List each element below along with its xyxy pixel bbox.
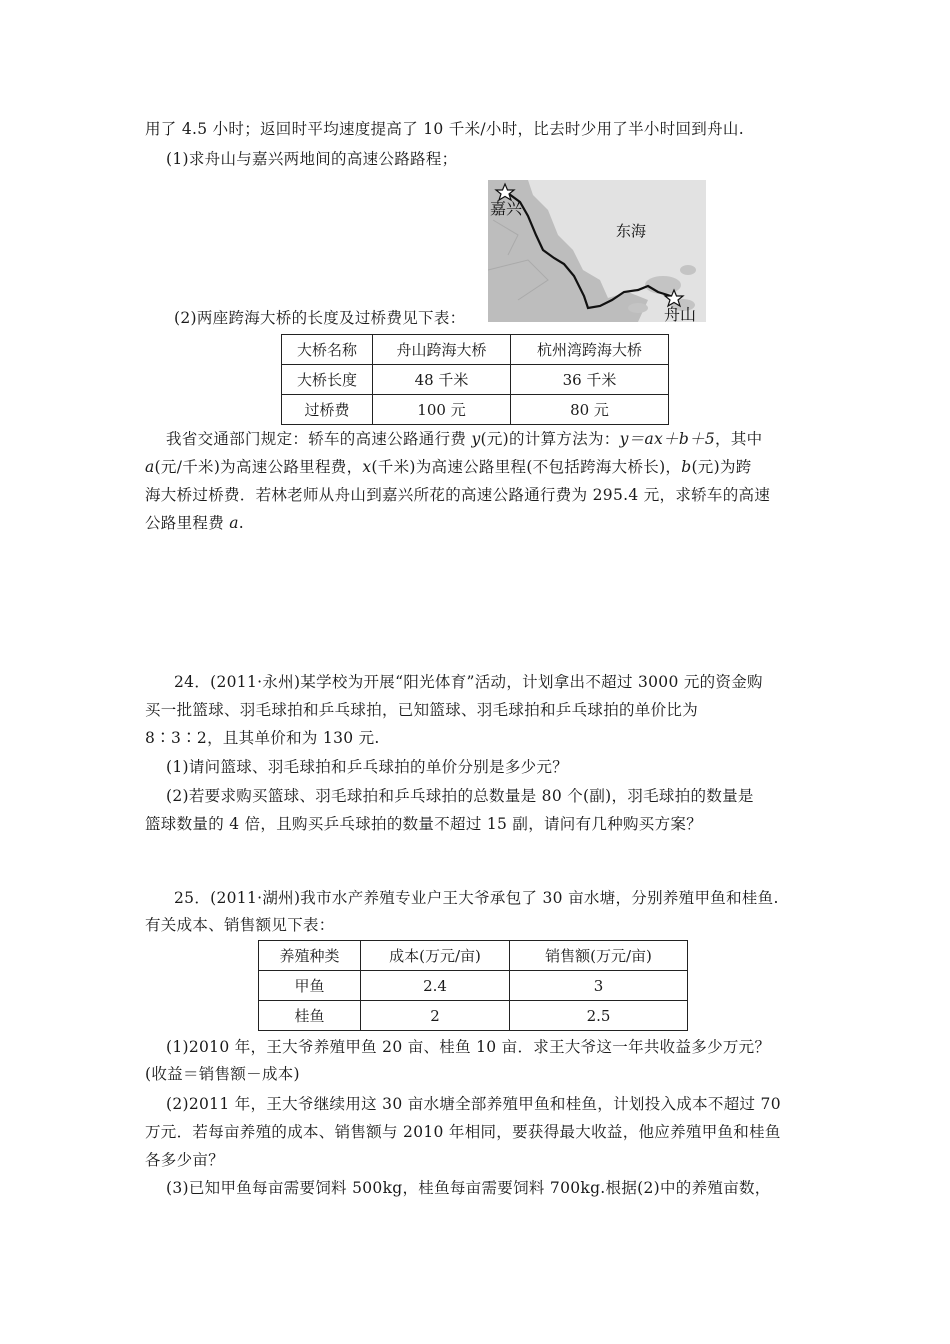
table-header-cell: 杭州湾跨海大桥 bbox=[511, 335, 669, 365]
q24-part2-line2: 篮球数量的 4 倍，且购买乒乓球拍的数量不超过 15 副，请问有几种购买方案？ bbox=[145, 815, 702, 833]
table-row bbox=[282, 395, 669, 425]
q25-part2-line2: 万元．若每亩养殖的成本、销售额与 2010 年相同，要获得最大收益，他应养殖甲鱼和桂鱼 bbox=[145, 1123, 781, 1141]
var-b: b bbox=[681, 458, 692, 476]
table-cell: 2.5 bbox=[510, 1001, 688, 1031]
table-header-cell: 大桥名称 bbox=[282, 335, 373, 365]
q25-part3-line1: (3)已知甲鱼每亩需要饲料 500kg，桂鱼每亩需要饲料 700kg.根据(2)中的养殖亩数， bbox=[166, 1179, 771, 1197]
map-label-zhoushan: 舟山 bbox=[664, 305, 697, 322]
formula: y＝ax＋b＋5 bbox=[619, 430, 716, 448]
q24-part1: (1)请问篮球、羽毛球拍和乒乓球拍的单价分别是多少元？ bbox=[166, 758, 569, 776]
text-span: (元)为跨 bbox=[691, 458, 752, 476]
table-row bbox=[282, 365, 669, 395]
q23-rule-line2 bbox=[145, 456, 752, 478]
q25-part2-line3: 各多少亩？ bbox=[145, 1151, 225, 1169]
table-cell: 2.4 bbox=[361, 971, 510, 1001]
q23-rule-line4 bbox=[145, 512, 244, 534]
var-a: a bbox=[229, 514, 239, 532]
table-row bbox=[282, 335, 669, 365]
q25-part1-line2: (收益＝销售额－成本) bbox=[145, 1065, 300, 1083]
q23-part1: (1)求舟山与嘉兴两地间的高速公路路程； bbox=[166, 150, 458, 168]
q23-rule-line1 bbox=[166, 428, 762, 450]
table-cell: 100 元 bbox=[373, 395, 511, 425]
route-map bbox=[488, 180, 706, 322]
table-header-cell: 成本(万元/亩) bbox=[361, 941, 510, 971]
table-row bbox=[259, 971, 688, 1001]
q25-part2-line1: (2)2011 年，王大爷继续用这 30 亩水塘全部养殖甲鱼和桂鱼，计划投入成本不超过 70 bbox=[166, 1095, 781, 1113]
var-y: y bbox=[471, 430, 481, 448]
q25-line1: 25．(2011·湖州)我市水产养殖专业户王大爷承包了 30 亩水塘，分别养殖甲鱼和桂鱼. bbox=[174, 889, 779, 907]
table-cell: 36 千米 bbox=[511, 365, 669, 395]
table-row bbox=[259, 1001, 688, 1031]
table-cell: 2 bbox=[361, 1001, 510, 1031]
q24-part2-line1: (2)若要求购买篮球、羽毛球拍和乒乓球拍的总数量是 80 个(副)，羽毛球拍的数量是 bbox=[166, 787, 754, 805]
table-cell: 甲鱼 bbox=[259, 971, 361, 1001]
text-span: . bbox=[238, 514, 245, 532]
table-header-cell: 销售额(万元/亩) bbox=[510, 941, 688, 971]
q24-line2: 买一批篮球、羽毛球拍和乒乓球拍，已知篮球、羽毛球拍和乒乓球拍的单价比为 bbox=[145, 701, 699, 719]
var-a: a bbox=[145, 458, 155, 476]
table-cell: 3 bbox=[510, 971, 688, 1001]
q23-part2-intro: (2)两座跨海大桥的长度及过桥费见下表： bbox=[174, 309, 466, 327]
text-span: ，其中 bbox=[715, 430, 763, 448]
table-cell: 80 元 bbox=[511, 395, 669, 425]
table-header-cell: 养殖种类 bbox=[259, 941, 361, 971]
q25-part1-line1: (1)2010 年，王大爷养殖甲鱼 20 亩、桂鱼 10 亩．求王大爷这一年共收益多少万元？ bbox=[166, 1038, 771, 1056]
bridge-table bbox=[281, 334, 669, 425]
text-span: 我省交通部门规定：轿车的高速公路通行费 bbox=[166, 430, 472, 448]
table-row bbox=[259, 941, 688, 971]
q24-line1: 24．(2011·永州)某学校为开展“阳光体育”活动，计划拿出不超过 3000 元的资金购 bbox=[174, 673, 763, 691]
text-span: (千米)为高速公路里程(不包括跨海大桥长)， bbox=[371, 458, 682, 476]
table-cell: 桂鱼 bbox=[259, 1001, 361, 1031]
table-header-cell: 舟山跨海大桥 bbox=[373, 335, 511, 365]
map-label-donghai: 东海 bbox=[616, 222, 647, 240]
fish-table bbox=[258, 940, 688, 1031]
map-label-jiaxing: 嘉兴 bbox=[490, 199, 523, 218]
q23-rule-line3: 海大桥过桥费．若林老师从舟山到嘉兴所花的高速公路通行费为 295.4 元，求轿车的高速 bbox=[145, 486, 771, 504]
text-span: (元/千米)为高速公路里程费， bbox=[154, 458, 363, 476]
var-x: x bbox=[362, 458, 372, 476]
text-span: (元)的计算方法为： bbox=[480, 430, 620, 448]
table-cell: 过桥费 bbox=[282, 395, 373, 425]
q23-line1: 用了 4.5 小时；返回时平均速度提高了 10 千米/小时，比去时少用了半小时回到舟山. bbox=[145, 120, 744, 138]
table-cell: 大桥长度 bbox=[282, 365, 373, 395]
q25-line2: 有关成本、销售额见下表： bbox=[145, 916, 335, 934]
table-cell: 48 千米 bbox=[373, 365, 511, 395]
text-span: 公路里程费 bbox=[145, 514, 230, 532]
q24-line3: 8∶3∶2，且其单价和为 130 元. bbox=[145, 729, 380, 747]
